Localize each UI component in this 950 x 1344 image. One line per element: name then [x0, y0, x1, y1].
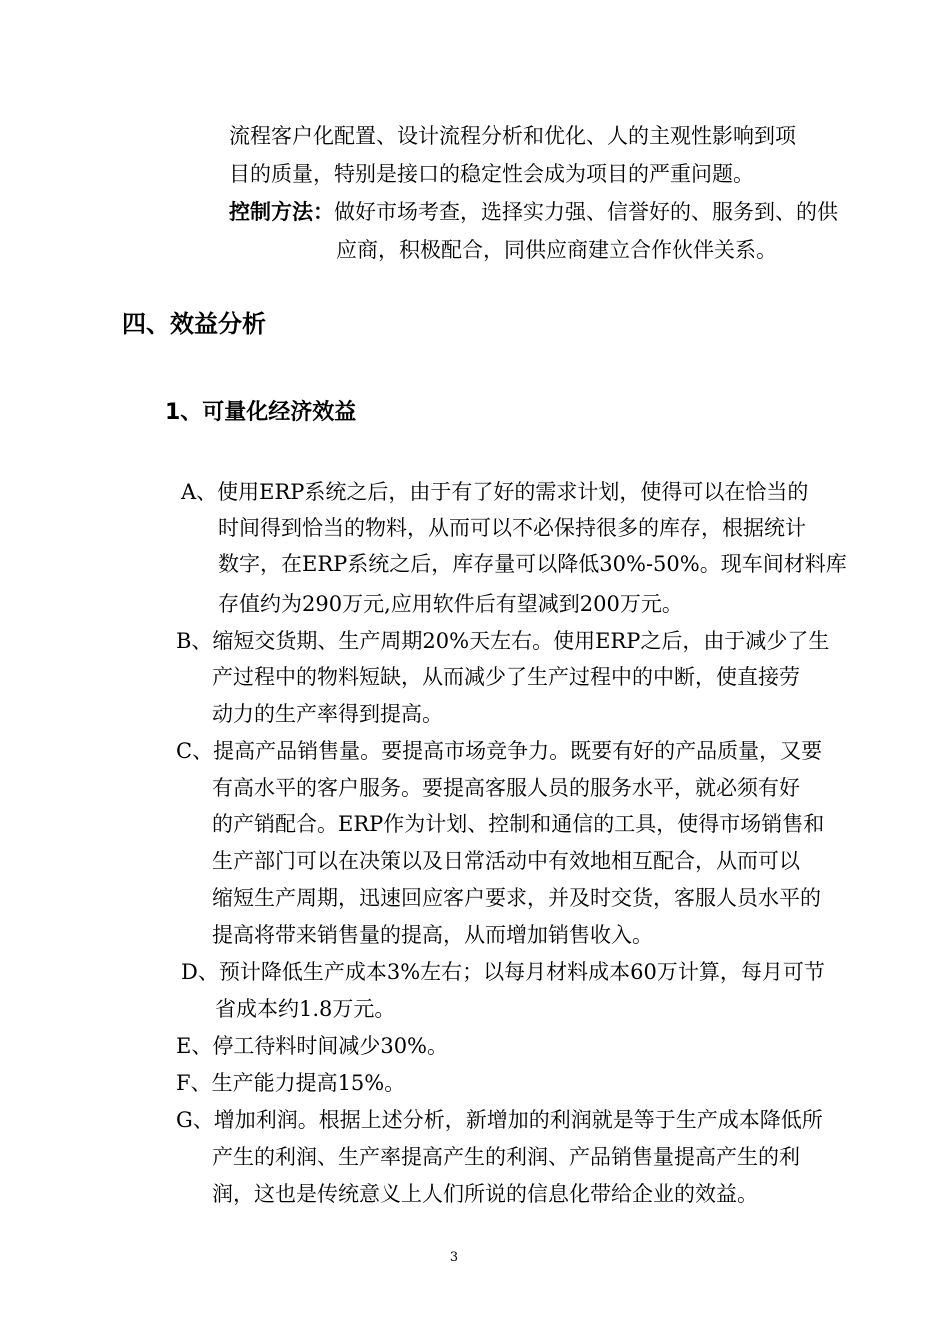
item-c-line: 有高水平的客户服务。要提高客服人员的服务水平，就必须有好 [212, 776, 800, 800]
item-g-line: 润，这也是传统意义上人们所说的信息化带给企业的效益。 [212, 1182, 758, 1206]
item-f-line: F、生产能力提高15%。 [176, 1071, 406, 1095]
intro-line-2: 目的质量，特别是接口的稳定性会成为项目的严重问题。 [229, 162, 754, 186]
item-a-line: 存值约为290万元,应用软件后有望减到200万元。 [218, 592, 683, 616]
item-g-line: 产生的利润、生产率提高产生的利润、产品销售量提高产生的利 [212, 1145, 800, 1169]
item-c-line: 提高将带来销售量的提高，从而增加销售收入。 [212, 923, 653, 947]
item-b-line: 动力的生产率得到提高。 [212, 702, 443, 726]
item-c-line: 缩短生产周期，迅速回应客户要求，并及时交货，客服人员水平的 [212, 886, 821, 910]
item-d-line: 省成本约1.8万元。 [215, 997, 396, 1021]
control-method-line-2: 应商，积极配合，同供应商建立合作伙伴关系。 [336, 238, 777, 262]
item-c-line: 生产部门可以在决策以及日常活动中有效地相互配合，从而可以 [212, 849, 800, 873]
control-method-label: 控制方法： [229, 200, 334, 224]
item-b-line: B、缩短交货期、生产周期20%天左右。使用ERP之后，由于减少了生 [176, 629, 830, 653]
control-method-text: 做好市场考查，选择实力强、信誉好的、服务到、的供 [334, 200, 838, 224]
section-title: 四、效益分析 [122, 310, 266, 338]
item-b-line: 产过程中的物料短缺，从而减少了生产过程中的中断，使直接劳 [212, 665, 800, 689]
item-c-line: 的产销配合。ERP作为计划、控制和通信的工具，使得市场销售和 [212, 812, 825, 836]
item-a-line: 数字，在ERP系统之后，库存量可以降低30%-50%。现车间材料库 [218, 552, 847, 576]
section-subtitle: 1、可量化经济效益 [165, 400, 357, 425]
control-method-line [229, 198, 838, 226]
item-a-line: A、使用ERP系统之后，由于有了好的需求计划，使得可以在恰当的 [181, 480, 809, 504]
item-a-line: 时间得到恰当的物料，从而可以不必保持很多的库存，根据统计 [218, 516, 806, 540]
item-d-line: D、预计降低生产成本3%左右；以每月材料成本60万计算，每月可节 [181, 960, 825, 984]
item-e-line: E、停工待料时间减少30%。 [176, 1034, 449, 1058]
item-c-line: C、提高产品销售量。要提高市场竞争力。既要有好的产品质量，又要 [176, 739, 823, 763]
page-number: 3 [449, 1250, 459, 1265]
intro-line-1: 流程客户化配置、设计流程分析和优化、人的主观性影响到项 [229, 124, 796, 148]
item-g-line: G、增加利润。根据上述分析，新增加的利润就是等于生产成本降低所 [176, 1108, 823, 1132]
